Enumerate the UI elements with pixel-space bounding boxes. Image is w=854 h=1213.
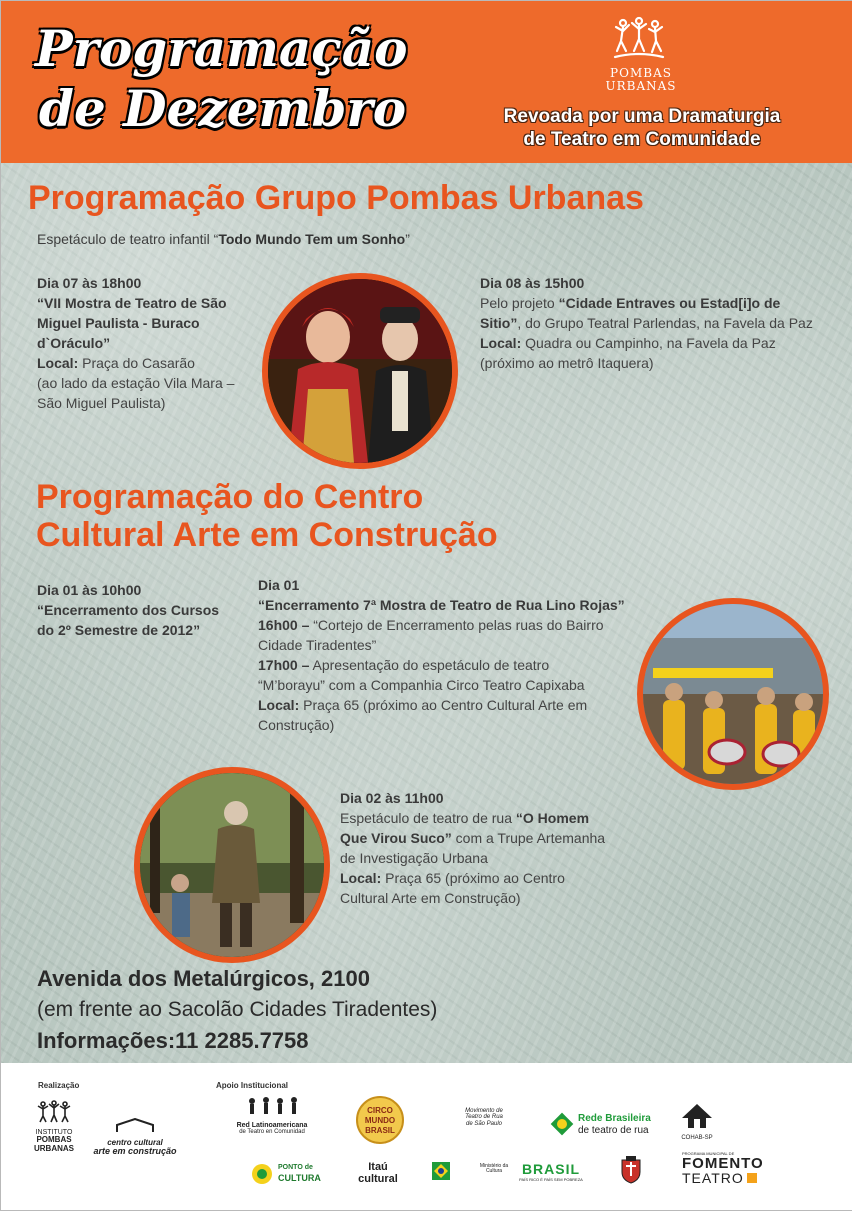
- prefeitura-sp-coat-of-arms: [620, 1156, 642, 1188]
- title-line-2: de Dezembro: [39, 79, 407, 138]
- fomento-text-0: PROGRAMA MUNICIPAL DE: [682, 1151, 735, 1156]
- ponto-text-1: PONTO de: [278, 1164, 313, 1171]
- instituto-pombas-urbanas-logo: [26, 1100, 82, 1153]
- event-group: com a Trupe Artemanha: [451, 830, 606, 846]
- tagline: [471, 105, 813, 151]
- event-prefix: Pelo projeto: [480, 295, 559, 311]
- instituto-text-1: INSTITUTO: [35, 1128, 73, 1136]
- local-value-line-1: Praça 65 (próximo ao Centro Cultural Arte em: [299, 697, 588, 713]
- coat-of-arms-icon: [620, 1156, 642, 1184]
- event-date: Dia 08 às 15h00: [480, 275, 585, 291]
- event-date: Dia 01: [258, 577, 300, 593]
- local-label: Local:: [258, 697, 300, 713]
- local-value-line-2: Construção): [258, 717, 335, 733]
- event-name-line-2: Miguel Paulista - Buraco: [37, 315, 200, 331]
- event-note-line-1: (ao lado da estação Vila Mara –: [37, 375, 235, 391]
- local-label: Local:: [37, 355, 79, 371]
- brasil-flag-logo: [432, 1162, 450, 1184]
- event-dia-07: [37, 273, 234, 413]
- event-prefix: Espetáculo de teatro de rua: [340, 810, 516, 826]
- rede-brasileira-logo: [550, 1112, 650, 1138]
- cohab-sp-logo: [676, 1102, 718, 1141]
- instituto-text-2: POMBAS: [36, 1135, 72, 1145]
- event-name-line-2: Que Virou Suco”: [340, 830, 452, 846]
- contact-phone: Informações:11 2285.7758: [37, 1028, 309, 1053]
- rede-text-2: de teatro de rua: [578, 1125, 649, 1136]
- photo-puppet-show-image: [268, 279, 452, 463]
- event-name-line-2: do 2º Semestre de 2012”: [37, 622, 201, 638]
- event-name-line-1: “Encerramento dos Cursos: [37, 602, 220, 618]
- local-value-line-1: Praça 65 (próximo ao Centro: [381, 870, 565, 886]
- ponto-icon: [250, 1162, 274, 1186]
- local-value-line-2: Cultural Arte em Construção): [340, 890, 521, 906]
- event-title: “Encerramento 7ª Mostra de Teatro de Rua Lino Rojas”: [258, 597, 625, 613]
- photo-street-parade-image: [643, 604, 823, 784]
- event-dia-02: [340, 788, 605, 908]
- arte-em-construcao-logo: [86, 1118, 184, 1157]
- pombas-figures-icon: [37, 1100, 71, 1124]
- intro-prefix: Espetáculo de teatro infantil “: [37, 231, 219, 247]
- red-text-2: de Teatro en Comunidad: [239, 1129, 305, 1136]
- section-2-title: [36, 478, 498, 554]
- local-value: Praça do Casarão: [78, 355, 195, 371]
- house-construction-icon: [115, 1118, 155, 1134]
- cohab-text: COHAB-SP: [681, 1134, 713, 1141]
- cohab-house-icon: [680, 1102, 714, 1130]
- event-name-line-1: “VII Mostra de Teatro de São: [37, 295, 227, 311]
- intro-show-name: Todo Mundo Tem um Sonho: [218, 231, 406, 247]
- section-2-title-line-2: Cultural Arte em Construção: [36, 516, 498, 554]
- section-1-title: Programação Grupo Pombas Urbanas: [28, 179, 644, 217]
- address-street: Avenida dos Metalúrgicos, 2100: [37, 966, 370, 991]
- governo-brasil-logo: [519, 1162, 583, 1182]
- event-group-line-2: de Investigação Urbana: [340, 850, 488, 866]
- event-desc-1-line-2: Cidade Tiradentes”: [258, 637, 377, 653]
- fomento-teatro-logo: [682, 1151, 764, 1186]
- local-label: Local:: [480, 335, 522, 351]
- brand-name-line-2: URBANAS: [605, 79, 677, 93]
- realizacao-label: Realização: [38, 1081, 80, 1090]
- movimento-text-2: Teatro de Rua: [465, 1114, 503, 1121]
- local-label: Local:: [340, 870, 382, 886]
- red-figures-icon: [242, 1095, 302, 1117]
- section-1-intro: [37, 231, 410, 247]
- local-value: Quadra ou Campinho, na Favela da Paz: [521, 335, 776, 351]
- movimento-teatro-rua-logo: [448, 1108, 520, 1127]
- photo-street-theater: [134, 767, 330, 963]
- pombas-urbanas-logo-icon: [613, 15, 665, 63]
- photo-puppet-show: [262, 273, 458, 469]
- photo-street-theater-image: [140, 773, 324, 957]
- red-latinoamericana-logo: [230, 1095, 314, 1135]
- ponto-de-cultura-logo: [250, 1160, 320, 1188]
- event-dia-08: [480, 273, 813, 373]
- brasil-text: BRASIL: [521, 1161, 581, 1177]
- red-text-1: Red Latinoamericana: [236, 1121, 308, 1129]
- instituto-text-3: URBANAS: [34, 1143, 74, 1153]
- brasil-slogan: PAÍS RICO É PAÍS SEM POBREZA: [519, 1177, 583, 1182]
- fomento-orange-square: [747, 1173, 757, 1183]
- tagline-line-2: de Teatro em Comunidade: [523, 129, 761, 150]
- movimento-text-3: de São Paulo: [465, 1120, 503, 1127]
- event-desc-2-line-2: “M’borayu” com a Companhia Circo Teatro Capixaba: [258, 677, 585, 693]
- ministerio-cultura-logo: [474, 1164, 514, 1175]
- header-banner: [1, 1, 852, 163]
- circo-text-2: MUNDO: [364, 1116, 396, 1125]
- apoio-label: Apoio Institucional: [216, 1081, 288, 1090]
- event-dia-01-cursos: [37, 580, 219, 640]
- event-date: Dia 07 às 18h00: [37, 275, 142, 291]
- fomento-text-2: TEATRO: [682, 1170, 744, 1186]
- event-desc-2-line-1: Apresentação do espetáculo de teatro: [309, 657, 550, 673]
- event-time-1: 16h00 –: [258, 617, 310, 633]
- event-dia-01-mostra: [258, 575, 625, 735]
- ministerio-text-1: Ministério da: [479, 1163, 509, 1169]
- itau-cultural-logo: [352, 1162, 404, 1185]
- photo-street-parade: [637, 598, 829, 790]
- event-note-line-2: São Miguel Paulista): [37, 395, 166, 411]
- event-desc-1-line-1: “Cortejo de Encerramento pelas ruas do Bairro: [309, 617, 604, 633]
- movimento-text-1: Movimento de: [465, 1108, 503, 1114]
- tagline-line-1: Revoada por uma Dramaturgia: [503, 106, 781, 127]
- itau-text-1: Itaú: [368, 1161, 388, 1173]
- fomento-text-1: FOMENTO: [682, 1155, 764, 1172]
- event-name-line-1: “Cidade Entraves ou Estad[i]o de: [558, 295, 781, 311]
- rede-diamond-icon: [550, 1112, 574, 1136]
- arte-text-1: centro cultural: [107, 1137, 163, 1147]
- title-line-1: Programação: [35, 19, 408, 78]
- event-name-line-2: Sitio”: [480, 315, 518, 331]
- event-name-line-3: d`Oráculo”: [37, 335, 111, 351]
- itau-text-2: cultural: [358, 1172, 398, 1185]
- event-date: Dia 01 às 10h00: [37, 582, 142, 598]
- event-name-line-1: “O Homem: [515, 810, 590, 826]
- event-date: Dia 02 às 11h00: [340, 790, 444, 806]
- circo-text-3: BRASIL: [365, 1126, 395, 1135]
- section-2-title-line-1: Programação do Centro: [36, 478, 424, 516]
- page-title: [35, 19, 408, 139]
- arte-text-2: arte em construção: [93, 1146, 177, 1157]
- event-note: (próximo ao metrô Itaquera): [480, 355, 654, 371]
- ministerio-text-2: Cultura: [485, 1168, 503, 1175]
- brand-name: [601, 67, 681, 93]
- event-time-2: 17h00 –: [258, 657, 310, 673]
- address-block: [37, 964, 437, 1056]
- flag-icon: [432, 1162, 450, 1180]
- ponto-text-2: CULTURA: [278, 1173, 321, 1183]
- event-group: , do Grupo Teatral Parlendas, na Favela da Paz: [517, 315, 813, 331]
- circo-mundo-brasil-logo: [356, 1096, 404, 1144]
- address-reference: (em frente ao Sacolão Cidades Tiradentes): [37, 998, 438, 1021]
- brand-name-line-1: POMBAS: [610, 66, 672, 80]
- rede-text-1: Rede Brasileira: [578, 1113, 651, 1124]
- circo-text-1: CIRCO: [367, 1106, 393, 1115]
- intro-suffix: ”: [405, 231, 410, 247]
